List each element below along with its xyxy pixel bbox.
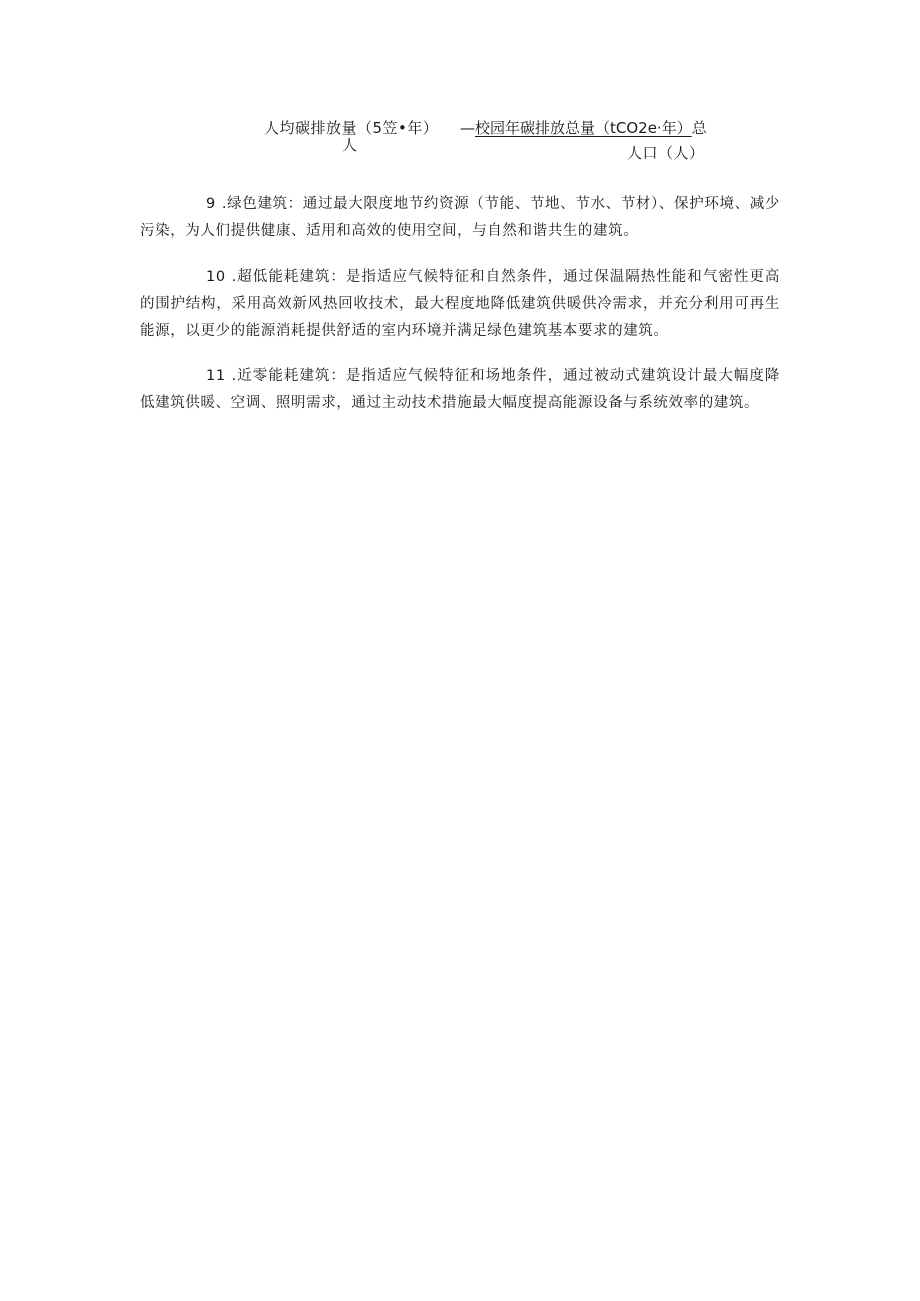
formula-dash: — <box>460 119 475 137</box>
carbon-per-capita-formula <box>0 0 920 170</box>
definition-nearly-zero-energy-building <box>140 363 780 417</box>
formula-left-sub: 人 <box>342 136 358 154</box>
definition-text: .近零能耗建筑：是指适应气候特征和场地条件，通过被动式建筑设计最大幅度降低建筑供暖、空调、照明需求，通过主动技术措施最大幅度提高能源设备与系统效率的建筑。 <box>140 368 780 411</box>
formula-right-numerator <box>460 117 707 138</box>
definition-number: 9 <box>206 196 216 212</box>
formula-left-label: 人均碳排放量（5笠•年） <box>264 119 439 137</box>
definition-number: 10 <box>206 269 226 285</box>
definition-text: .绿色建筑：通过最大限度地节约资源（节能、节地、节水、节材）、保护环境、减少污染，为人们提供健康、适用和高效的使用空间，与自然和谐共生的建筑。 <box>140 196 780 239</box>
definition-text: .超低能耗建筑：是指适应气候特征和自然条件，通过保温隔热性能和气密性更高的围护结构，采用高效新风热回收技术，最大程度地降低建筑供暖供冷需求，并充分利用可再生能源，以更少的能源消耗提供舒适的室内环境并满足绿色建筑基本要求的建筑。 <box>140 269 780 339</box>
formula-numerator-text: 校园年碳排放总量（tCO2e·年） <box>475 119 692 137</box>
definition-ultra-low-energy-building <box>140 264 780 345</box>
formula-suffix: 总 <box>691 119 707 137</box>
definition-number: 11 <box>206 368 226 384</box>
formula-right-denominator: 人口（人） <box>627 144 705 162</box>
definition-green-building <box>140 191 780 245</box>
